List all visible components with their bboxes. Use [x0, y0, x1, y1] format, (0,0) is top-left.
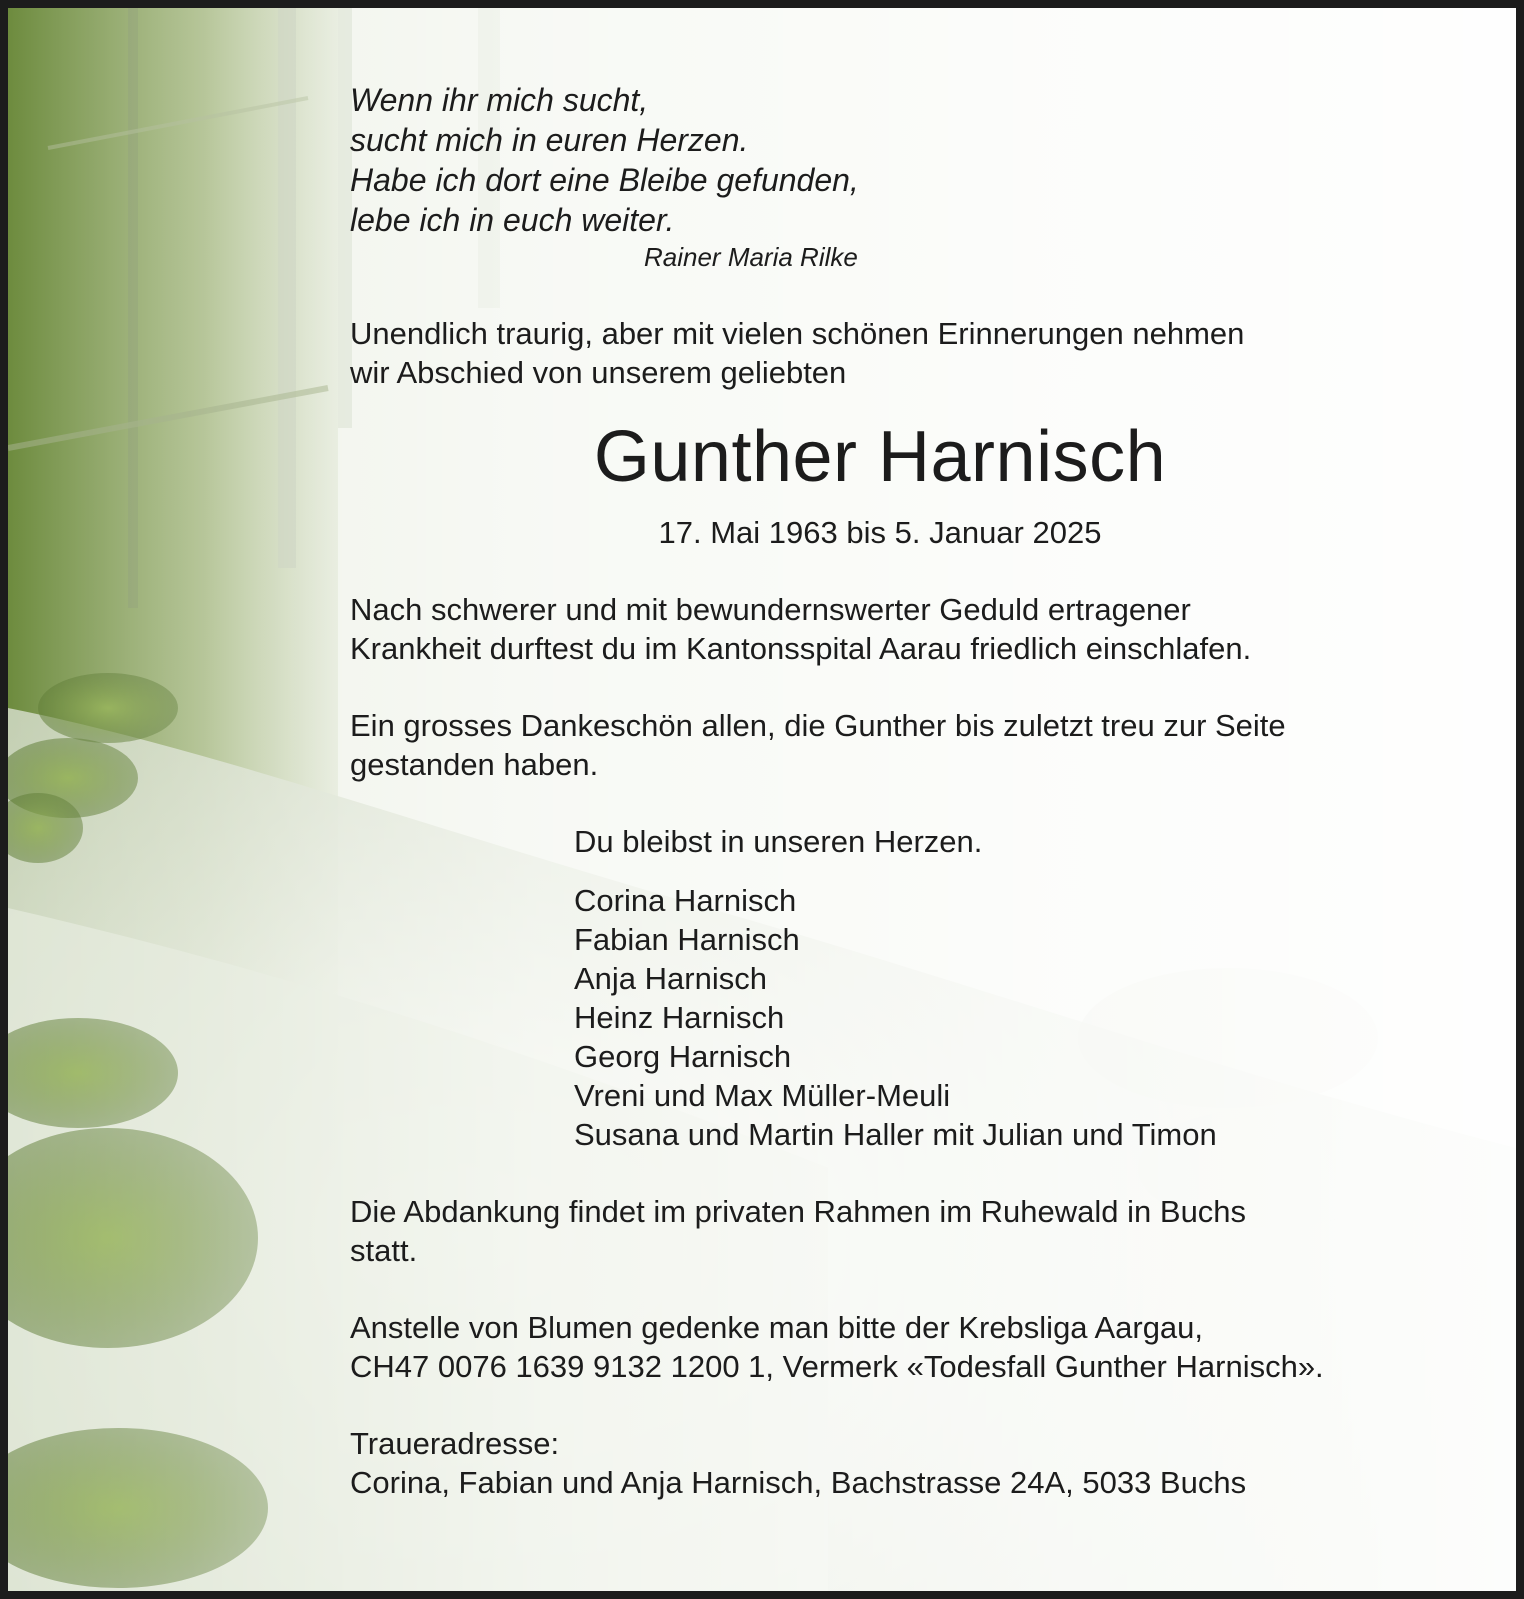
mourner-name: Georg Harnisch [574, 1039, 792, 1074]
ceremony-text [350, 1192, 1246, 1270]
mourner-name: Vreni und Max Müller-Meuli [574, 1078, 951, 1113]
thanks-line: gestanden haben. [350, 747, 599, 782]
thanks-line: Ein grosses Dankeschön allen, die Gunther bis zuletzt treu zur Seite [350, 708, 1286, 743]
intro-text [350, 314, 1244, 392]
mourner-name: Anja Harnisch [574, 961, 767, 996]
intro-line: wir Abschied von unserem geliebten [350, 355, 847, 390]
life-dates: 17. Mai 1963 bis 5. Januar 2025 [658, 515, 1102, 550]
mourners-list [574, 881, 1217, 1154]
passing-line: Nach schwerer und mit bewundernswerter Geduld ertragener [350, 592, 1191, 627]
obituary-content [8, 8, 1516, 1591]
donation-text [350, 1308, 1324, 1386]
poem-line: lebe ich in euch weiter. [350, 202, 675, 238]
thanks-text [350, 706, 1286, 784]
mourning-address [350, 1424, 1246, 1502]
mourner-name: Fabian Harnisch [574, 922, 800, 957]
deceased-name: Gunther Harnisch [593, 417, 1167, 497]
poem-author: Rainer Maria Rilke [644, 242, 858, 272]
poem-quote [350, 80, 859, 240]
poem-line: sucht mich in euren Herzen. [350, 122, 749, 158]
poem-line: Wenn ihr mich sucht, [350, 82, 649, 118]
passing-text [350, 590, 1251, 668]
address-value: Corina, Fabian und Anja Harnisch, Bachstrasse 24A, 5033 Buchs [350, 1465, 1247, 1500]
poem-line: Habe ich dort eine Bleibe gefunden, [350, 162, 859, 198]
ceremony-line: Die Abdankung findet im privaten Rahmen im Ruhewald in Buchs [350, 1194, 1247, 1229]
mourner-name: Corina Harnisch [574, 883, 797, 918]
mourner-name: Susana und Martin Haller mit Julian und Timon [574, 1117, 1217, 1152]
address-label: Traueradresse: [350, 1426, 560, 1461]
passing-line: Krankheit durftest du im Kantonsspital Aarau friedlich einschlafen. [350, 631, 1252, 666]
farewell-line: Du bleibst in unseren Herzen. [574, 824, 983, 859]
donation-line: CH47 0076 1639 9132 1200 1, Vermerk «Todesfall Gunther Harnisch». [350, 1349, 1324, 1384]
mourner-name: Heinz Harnisch [574, 1000, 785, 1035]
donation-line: Anstelle von Blumen gedenke man bitte der Krebsliga Aargau, [350, 1310, 1204, 1345]
intro-line: Unendlich traurig, aber mit vielen schönen Erinnerungen nehmen [350, 316, 1245, 351]
ceremony-line: statt. [350, 1233, 418, 1268]
